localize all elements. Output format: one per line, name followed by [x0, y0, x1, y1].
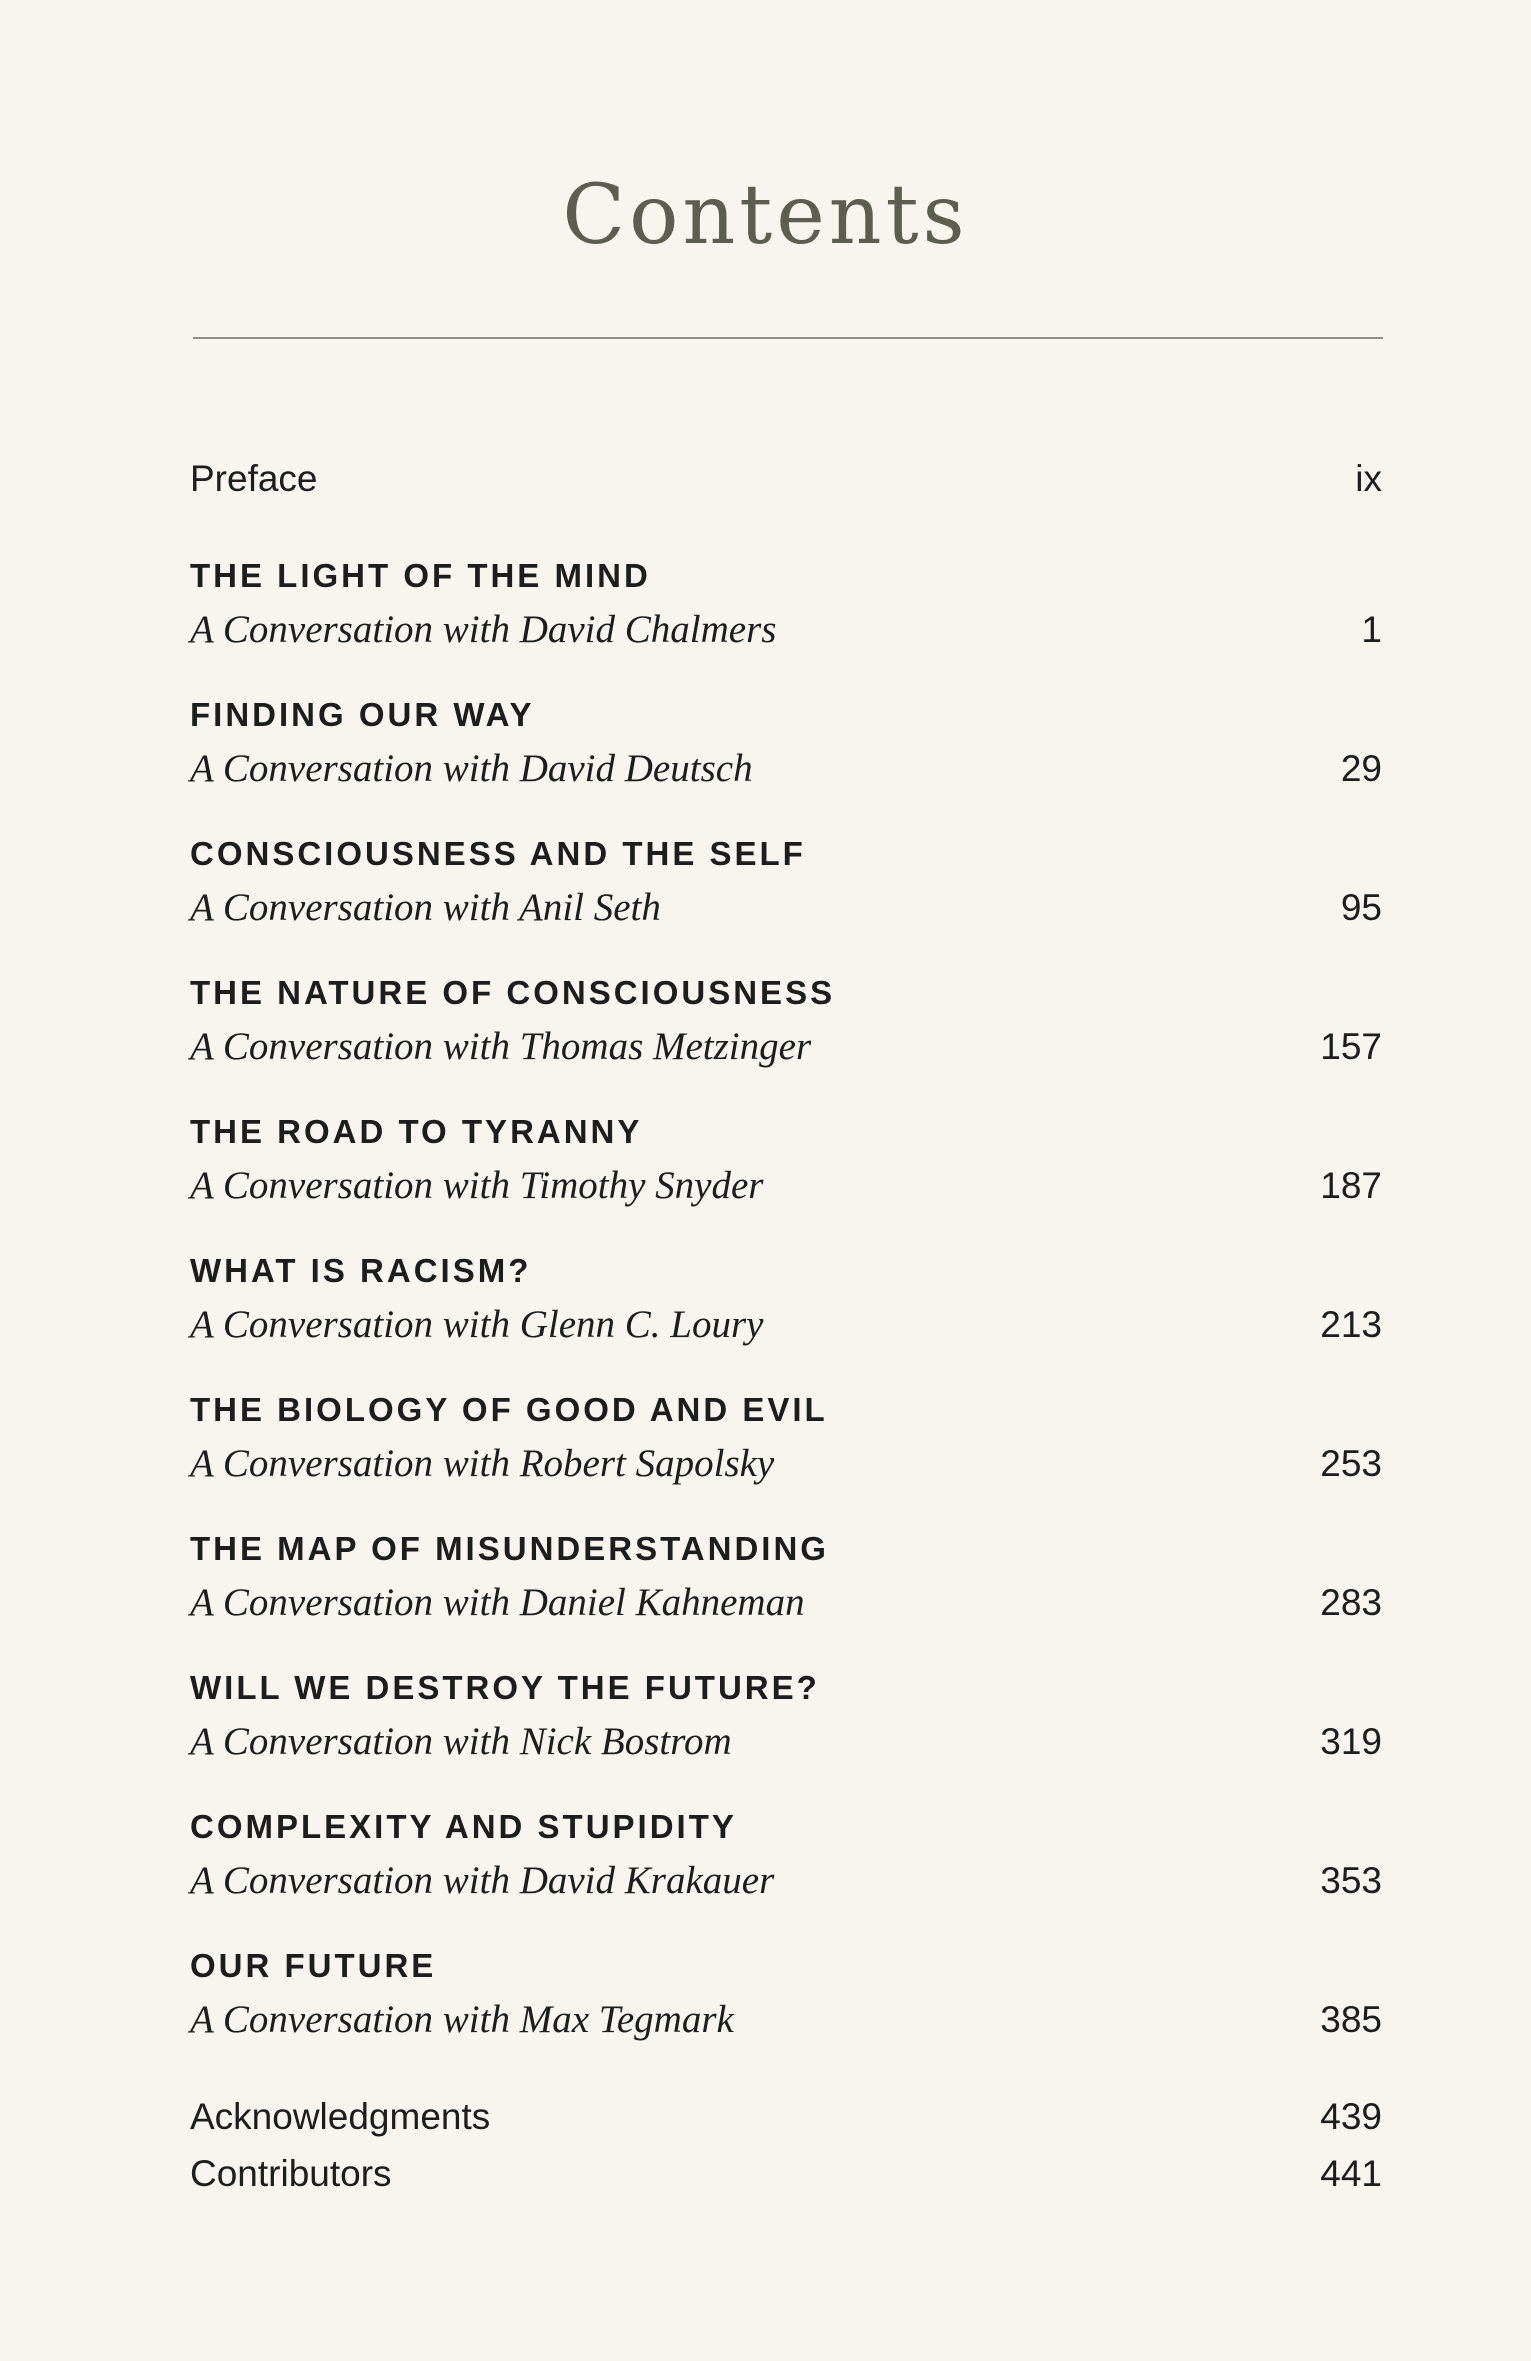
chapter-subtitle: A Conversation with Nick Bostrom [190, 1720, 732, 1763]
toc-page-number: 187 [1320, 1165, 1382, 1206]
toc-entry-contributors[interactable] [190, 2153, 1382, 2203]
toc-entry-chapter[interactable] [190, 835, 1382, 955]
chapter-heading: WHAT IS RACISM? [190, 1252, 532, 1289]
chapter-subtitle: A Conversation with Robert Sapolsky [190, 1442, 775, 1485]
page-title: Contents [562, 168, 969, 263]
chapter-subtitle: A Conversation with Anil Seth [190, 886, 661, 929]
chapter-subtitle: A Conversation with David Deutsch [190, 747, 753, 790]
toc-entry-acknowledgments[interactable] [190, 2096, 1382, 2146]
toc-entry-chapter[interactable] [190, 974, 1382, 1094]
toc-page-number: 439 [1320, 2096, 1382, 2137]
chapter-subtitle: A Conversation with Daniel Kahneman [190, 1581, 805, 1624]
chapter-subtitle: A Conversation with Max Tegmark [190, 1998, 734, 2041]
toc-entry-chapter[interactable] [190, 1808, 1382, 1928]
toc-page-number: 213 [1320, 1304, 1382, 1345]
toc-page-number: 319 [1320, 1721, 1382, 1762]
chapter-heading: THE NATURE OF CONSCIOUSNESS [190, 974, 836, 1011]
chapter-heading: CONSCIOUSNESS AND THE SELF [190, 835, 806, 872]
chapter-subtitle: A Conversation with Timothy Snyder [190, 1164, 764, 1207]
chapter-subtitle: A Conversation with Glenn C. Loury [190, 1303, 764, 1346]
toc-entry-chapter[interactable] [190, 557, 1382, 677]
toc-page-number: 95 [1340, 887, 1382, 928]
toc-page-number: 29 [1340, 748, 1382, 789]
toc-page-number: 441 [1320, 2153, 1382, 2194]
toc-page-number: 385 [1320, 1999, 1382, 2040]
chapter-subtitle: A Conversation with David Chalmers [190, 608, 777, 651]
toc-label: Preface [190, 458, 318, 499]
chapter-heading: THE MAP OF MISUNDERSTANDING [190, 1530, 829, 1567]
toc-page-number: 157 [1320, 1026, 1382, 1067]
toc-label: Acknowledgments [190, 2096, 491, 2137]
toc-entry-preface[interactable] [190, 458, 1382, 508]
toc-entry-chapter[interactable] [190, 1530, 1382, 1650]
toc-page-number: 253 [1320, 1443, 1382, 1484]
title-divider [193, 337, 1383, 339]
toc-page-number: ix [1355, 458, 1382, 499]
toc-label: Contributors [190, 2153, 392, 2194]
chapter-heading: COMPLEXITY AND STUPIDITY [190, 1808, 737, 1845]
toc-page-number: 353 [1320, 1860, 1382, 1901]
toc-entry-chapter[interactable] [190, 1391, 1382, 1511]
chapter-heading: FINDING OUR WAY [190, 696, 535, 733]
toc-page-number: 283 [1320, 1582, 1382, 1623]
chapter-heading: THE LIGHT OF THE MIND [190, 557, 651, 594]
chapter-heading: THE ROAD TO TYRANNY [190, 1113, 643, 1150]
toc-page-number: 1 [1361, 609, 1382, 650]
chapter-heading: OUR FUTURE [190, 1947, 437, 1984]
toc-entry-chapter[interactable] [190, 1947, 1382, 2067]
toc-entry-chapter[interactable] [190, 1113, 1382, 1233]
toc-entry-chapter[interactable] [190, 1669, 1382, 1789]
chapter-subtitle: A Conversation with Thomas Metzinger [190, 1025, 812, 1068]
chapter-subtitle: A Conversation with David Krakauer [190, 1859, 775, 1902]
toc-entry-chapter[interactable] [190, 696, 1382, 816]
toc-entry-chapter[interactable] [190, 1252, 1382, 1372]
chapter-heading: WILL WE DESTROY THE FUTURE? [190, 1669, 820, 1706]
chapter-heading: THE BIOLOGY OF GOOD AND EVIL [190, 1391, 828, 1428]
